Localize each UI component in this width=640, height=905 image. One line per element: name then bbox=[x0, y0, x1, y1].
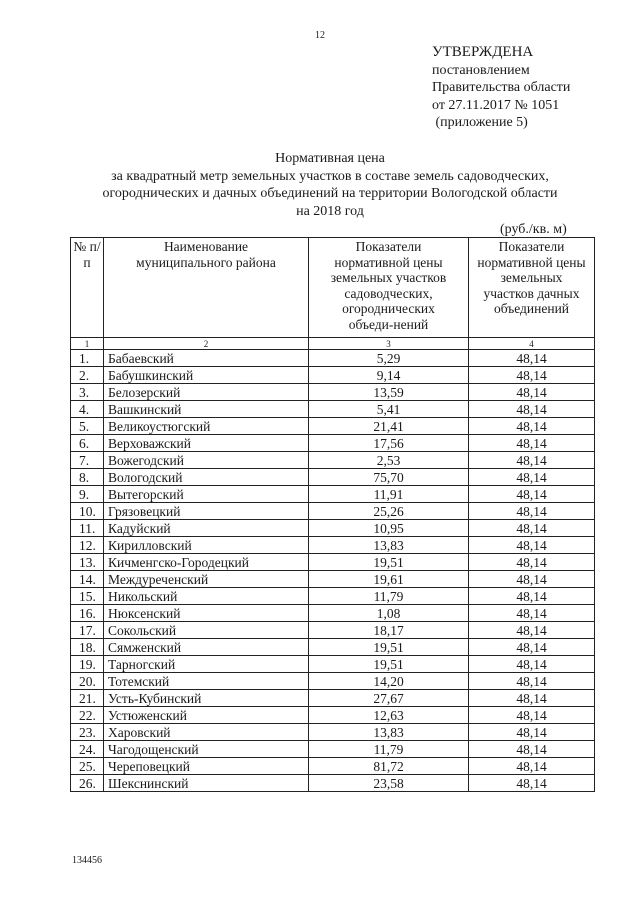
garden-price: 19,61 bbox=[309, 571, 469, 588]
approval-line: Правительства области bbox=[432, 80, 571, 95]
row-number: 16. bbox=[71, 605, 104, 622]
approval-heading: УТВЕРЖДЕНА bbox=[432, 44, 534, 60]
row-number: 8. bbox=[71, 469, 104, 486]
dacha-price: 48,14 bbox=[469, 656, 595, 673]
garden-price: 19,51 bbox=[309, 554, 469, 571]
header-dacha-price: Показатели нормативной цены земельных участков дачных объединений bbox=[469, 238, 595, 338]
dacha-price: 48,14 bbox=[469, 639, 595, 656]
dacha-price: 48,14 bbox=[469, 622, 595, 639]
header-number: № п/п bbox=[71, 238, 104, 338]
table-row bbox=[71, 639, 595, 656]
garden-price: 5,41 bbox=[309, 401, 469, 418]
district-name: Усть-Кубинский bbox=[104, 690, 309, 707]
garden-price: 5,29 bbox=[309, 350, 469, 367]
row-number: 21. bbox=[71, 690, 104, 707]
table-row bbox=[71, 758, 595, 775]
row-number: 15. bbox=[71, 588, 104, 605]
title-line: огороднических и дачных объединений на территории Вологодской области bbox=[102, 186, 558, 201]
garden-price: 19,51 bbox=[309, 639, 469, 656]
district-name: Череповецкий bbox=[104, 758, 309, 775]
dacha-price: 48,14 bbox=[469, 775, 595, 792]
dacha-price: 48,14 bbox=[469, 469, 595, 486]
row-number: 23. bbox=[71, 724, 104, 741]
table-header-row bbox=[71, 238, 595, 338]
dacha-price: 48,14 bbox=[469, 350, 595, 367]
table-row bbox=[71, 690, 595, 707]
dacha-price: 48,14 bbox=[469, 452, 595, 469]
row-number: 6. bbox=[71, 435, 104, 452]
row-number: 14. bbox=[71, 571, 104, 588]
row-number: 4. bbox=[71, 401, 104, 418]
dacha-price: 48,14 bbox=[469, 554, 595, 571]
row-number: 7. bbox=[71, 452, 104, 469]
row-number: 26. bbox=[71, 775, 104, 792]
dacha-price: 48,14 bbox=[469, 537, 595, 554]
district-name: Великоустюгский bbox=[104, 418, 309, 435]
district-name: Вожегодский bbox=[104, 452, 309, 469]
garden-price: 23,58 bbox=[309, 775, 469, 792]
table-row bbox=[71, 554, 595, 571]
garden-price: 10,95 bbox=[309, 520, 469, 537]
district-name: Белозерский bbox=[104, 384, 309, 401]
table-row bbox=[71, 724, 595, 741]
dacha-price: 48,14 bbox=[469, 741, 595, 758]
header-district: Наименование муниципального района bbox=[104, 238, 309, 338]
table-row bbox=[71, 741, 595, 758]
dacha-price: 48,14 bbox=[469, 435, 595, 452]
title-line: Нормативная цена bbox=[275, 151, 385, 166]
garden-price: 27,67 bbox=[309, 690, 469, 707]
garden-price: 18,17 bbox=[309, 622, 469, 639]
dacha-price: 48,14 bbox=[469, 588, 595, 605]
garden-price: 11,79 bbox=[309, 741, 469, 758]
table-row bbox=[71, 469, 595, 486]
garden-price: 75,70 bbox=[309, 469, 469, 486]
district-name: Нюксенский bbox=[104, 605, 309, 622]
district-name: Грязовецкий bbox=[104, 503, 309, 520]
table-row bbox=[71, 503, 595, 520]
row-number: 19. bbox=[71, 656, 104, 673]
district-name: Бабушкинский bbox=[104, 367, 309, 384]
row-number: 18. bbox=[71, 639, 104, 656]
row-number: 25. bbox=[71, 758, 104, 775]
table-row bbox=[71, 622, 595, 639]
garden-price: 13,83 bbox=[309, 724, 469, 741]
district-name: Шекснинский bbox=[104, 775, 309, 792]
dacha-price: 48,14 bbox=[469, 758, 595, 775]
row-number: 3. bbox=[71, 384, 104, 401]
district-name: Вашкинский bbox=[104, 401, 309, 418]
table-row bbox=[71, 435, 595, 452]
garden-price: 11,91 bbox=[309, 486, 469, 503]
district-name: Никольский bbox=[104, 588, 309, 605]
garden-price: 13,83 bbox=[309, 537, 469, 554]
dacha-price: 48,14 bbox=[469, 418, 595, 435]
header-garden-price: Показатели нормативной цены земельных участков садоводческих, огороднических объеди-нений bbox=[309, 238, 469, 338]
dacha-price: 48,14 bbox=[469, 673, 595, 690]
garden-price: 14,20 bbox=[309, 673, 469, 690]
dacha-price: 48,14 bbox=[469, 486, 595, 503]
garden-price: 9,14 bbox=[309, 367, 469, 384]
footer-code: 134456 bbox=[72, 855, 102, 866]
table-row bbox=[71, 537, 595, 554]
dacha-price: 48,14 bbox=[469, 707, 595, 724]
district-name: Верховажский bbox=[104, 435, 309, 452]
table-row bbox=[71, 588, 595, 605]
dacha-price: 48,14 bbox=[469, 384, 595, 401]
table-row bbox=[71, 350, 595, 367]
table-body bbox=[71, 350, 595, 792]
garden-price: 12,63 bbox=[309, 707, 469, 724]
garden-price: 1,08 bbox=[309, 605, 469, 622]
row-number: 9. bbox=[71, 486, 104, 503]
title-line: на 2018 год bbox=[296, 203, 364, 219]
garden-price: 2,53 bbox=[309, 452, 469, 469]
page-number: 12 bbox=[315, 30, 325, 41]
dacha-price: 48,14 bbox=[469, 503, 595, 520]
district-name: Кадуйский bbox=[104, 520, 309, 537]
row-number: 20. bbox=[71, 673, 104, 690]
table-row bbox=[71, 656, 595, 673]
row-number: 1. bbox=[71, 350, 104, 367]
district-name: Устюженский bbox=[104, 707, 309, 724]
title-line: за квадратный метр земельных участков в составе земель садоводческих, bbox=[111, 168, 549, 184]
garden-price: 19,51 bbox=[309, 656, 469, 673]
table-row bbox=[71, 401, 595, 418]
row-number: 24. bbox=[71, 741, 104, 758]
row-number: 22. bbox=[71, 707, 104, 724]
garden-price: 25,26 bbox=[309, 503, 469, 520]
approval-line: постановлением bbox=[432, 62, 530, 78]
table-row bbox=[71, 384, 595, 401]
column-number: 1 bbox=[71, 338, 104, 350]
dacha-price: 48,14 bbox=[469, 605, 595, 622]
district-name: Бабаевский bbox=[104, 350, 309, 367]
district-name: Сокольский bbox=[104, 622, 309, 639]
column-number: 4 bbox=[469, 338, 595, 350]
dacha-price: 48,14 bbox=[469, 571, 595, 588]
table-row bbox=[71, 707, 595, 724]
district-name: Тотемский bbox=[104, 673, 309, 690]
table-row bbox=[71, 673, 595, 690]
column-number: 3 bbox=[309, 338, 469, 350]
dacha-price: 48,14 bbox=[469, 367, 595, 384]
garden-price: 17,56 bbox=[309, 435, 469, 452]
column-number: 2 bbox=[104, 338, 309, 350]
units-label: (руб./кв. м) bbox=[500, 222, 567, 237]
table-row bbox=[71, 486, 595, 503]
row-number: 11. bbox=[71, 520, 104, 537]
table-row bbox=[71, 418, 595, 435]
column-number-row bbox=[71, 338, 595, 350]
district-name: Сямженский bbox=[104, 639, 309, 656]
row-number: 5. bbox=[71, 418, 104, 435]
row-number: 10. bbox=[71, 503, 104, 520]
row-number: 12. bbox=[71, 537, 104, 554]
district-name: Вологодский bbox=[104, 469, 309, 486]
garden-price: 21,41 bbox=[309, 418, 469, 435]
row-number: 13. bbox=[71, 554, 104, 571]
district-name: Вытегорский bbox=[104, 486, 309, 503]
table-row bbox=[71, 367, 595, 384]
dacha-price: 48,14 bbox=[469, 520, 595, 537]
table-row bbox=[71, 571, 595, 588]
garden-price: 13,59 bbox=[309, 384, 469, 401]
dacha-price: 48,14 bbox=[469, 690, 595, 707]
district-name: Кичменгско-Городецкий bbox=[104, 554, 309, 571]
price-table bbox=[70, 237, 595, 792]
row-number: 17. bbox=[71, 622, 104, 639]
dacha-price: 48,14 bbox=[469, 401, 595, 418]
garden-price: 11,79 bbox=[309, 588, 469, 605]
table-row bbox=[71, 775, 595, 792]
dacha-price: 48,14 bbox=[469, 724, 595, 741]
district-name: Кирилловский bbox=[104, 537, 309, 554]
approval-stamp bbox=[432, 44, 570, 132]
table-row bbox=[71, 605, 595, 622]
district-name: Чагодощенский bbox=[104, 741, 309, 758]
table-row bbox=[71, 452, 595, 469]
garden-price: 81,72 bbox=[309, 758, 469, 775]
district-name: Междуреченский bbox=[104, 571, 309, 588]
approval-line: от 27.11.2017 № 1051 bbox=[432, 97, 560, 113]
document-title bbox=[70, 150, 590, 220]
table-row bbox=[71, 520, 595, 537]
row-number: 2. bbox=[71, 367, 104, 384]
approval-line: (приложение 5) bbox=[432, 115, 528, 130]
district-name: Харовский bbox=[104, 724, 309, 741]
district-name: Тарногский bbox=[104, 656, 309, 673]
